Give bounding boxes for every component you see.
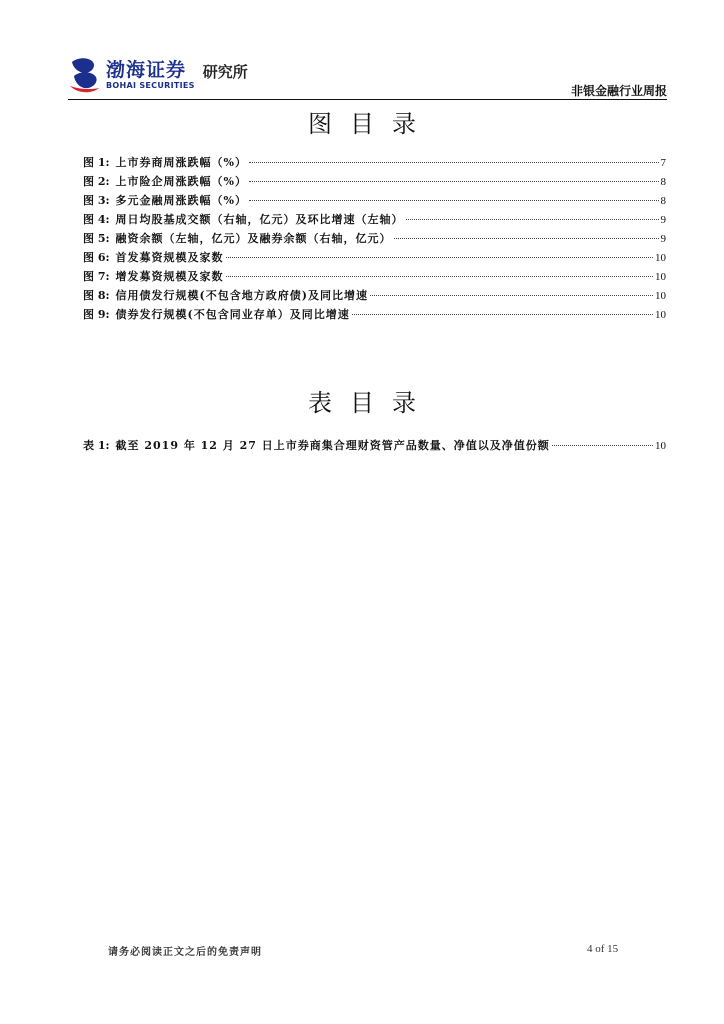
tables-toc-title: 表目录 — [308, 389, 434, 417]
table-toc-entry[interactable] — [83, 437, 666, 456]
tables-toc — [83, 437, 666, 456]
figure-title: 债券发行规模(不包含同业存单）及同比增速 — [115, 308, 350, 321]
dot-leader — [370, 295, 653, 296]
figure-page-number: 9 — [660, 233, 666, 245]
report-type: 非银金融行业周报 — [570, 84, 667, 98]
bohai-logo-icon — [68, 56, 102, 94]
figure-label: 图 5: — [83, 232, 110, 245]
logo-english-name: BOHAI SECURITIES — [106, 80, 195, 90]
figure-label: 图 1: — [83, 156, 110, 169]
figure-page-number: 8 — [660, 195, 666, 207]
figure-label: 图 7: — [83, 270, 110, 283]
figures-toc-title: 图目录 — [308, 110, 434, 138]
figure-toc-entry[interactable] — [83, 173, 666, 192]
figure-page-number: 10 — [655, 271, 666, 283]
figure-toc-entry[interactable] — [83, 154, 666, 173]
figure-page-number: 10 — [655, 252, 666, 264]
figure-toc-entry[interactable] — [83, 249, 666, 268]
dot-leader — [249, 200, 659, 201]
table-label: 表 1: — [83, 439, 110, 452]
figure-title: 首发募资规模及家数 — [115, 251, 224, 264]
figure-title: 多元金融周涨跌幅（%） — [115, 194, 247, 207]
table-page-number: 10 — [655, 440, 666, 452]
figure-toc-entry[interactable] — [83, 230, 666, 249]
figure-toc-entry[interactable] — [83, 268, 666, 287]
figure-label: 图 8: — [83, 289, 110, 302]
figure-title: 信用债发行规模(不包含地方政府债)及同比增速 — [115, 289, 368, 302]
footer-disclaimer: 请务必阅读正文之后的免责声明 — [108, 947, 262, 958]
figures-toc — [83, 154, 666, 325]
dot-leader — [226, 276, 653, 277]
figure-label: 图 2: — [83, 175, 110, 188]
figure-label: 图 6: — [83, 251, 110, 264]
figure-toc-entry[interactable] — [83, 192, 666, 211]
institute-name: 研究所 — [202, 63, 248, 81]
figure-toc-entry[interactable] — [83, 211, 666, 230]
figure-label: 图 9: — [83, 308, 110, 321]
table-title: 截至 2019 年 12 月 27 日上市券商集合理财资管产品数量、净值以及净值份额 — [115, 439, 550, 452]
logo-chinese-name: 渤海证券 — [106, 58, 187, 81]
figure-page-number: 10 — [655, 290, 666, 302]
header-divider — [68, 99, 667, 100]
figure-title: 上市券商周涨跌幅（%） — [115, 156, 247, 169]
dot-leader — [226, 257, 653, 258]
figure-label: 图 3: — [83, 194, 110, 207]
figure-toc-entry[interactable] — [83, 306, 666, 325]
figure-page-number: 7 — [660, 157, 666, 169]
dot-leader — [406, 219, 659, 220]
figure-page-number: 10 — [655, 309, 666, 321]
footer-page-number: 4 of 15 — [587, 943, 619, 955]
figure-label: 图 4: — [83, 213, 110, 226]
dot-leader — [249, 162, 659, 163]
figure-page-number: 9 — [660, 214, 666, 226]
figure-title: 增发募资规模及家数 — [115, 270, 224, 283]
figure-title: 上市险企周涨跌幅（%） — [115, 175, 247, 188]
figure-title: 周日均股基成交额（右轴，亿元）及环比增速（左轴） — [115, 213, 404, 226]
figure-toc-entry[interactable] — [83, 287, 666, 306]
dot-leader — [352, 314, 653, 315]
dot-leader — [552, 445, 653, 446]
bohai-logo — [68, 55, 248, 95]
figure-title: 融资余额（左轴，亿元）及融券余额（右轴，亿元） — [115, 232, 392, 245]
dot-leader — [249, 181, 659, 182]
dot-leader — [394, 238, 659, 239]
figure-page-number: 8 — [660, 176, 666, 188]
